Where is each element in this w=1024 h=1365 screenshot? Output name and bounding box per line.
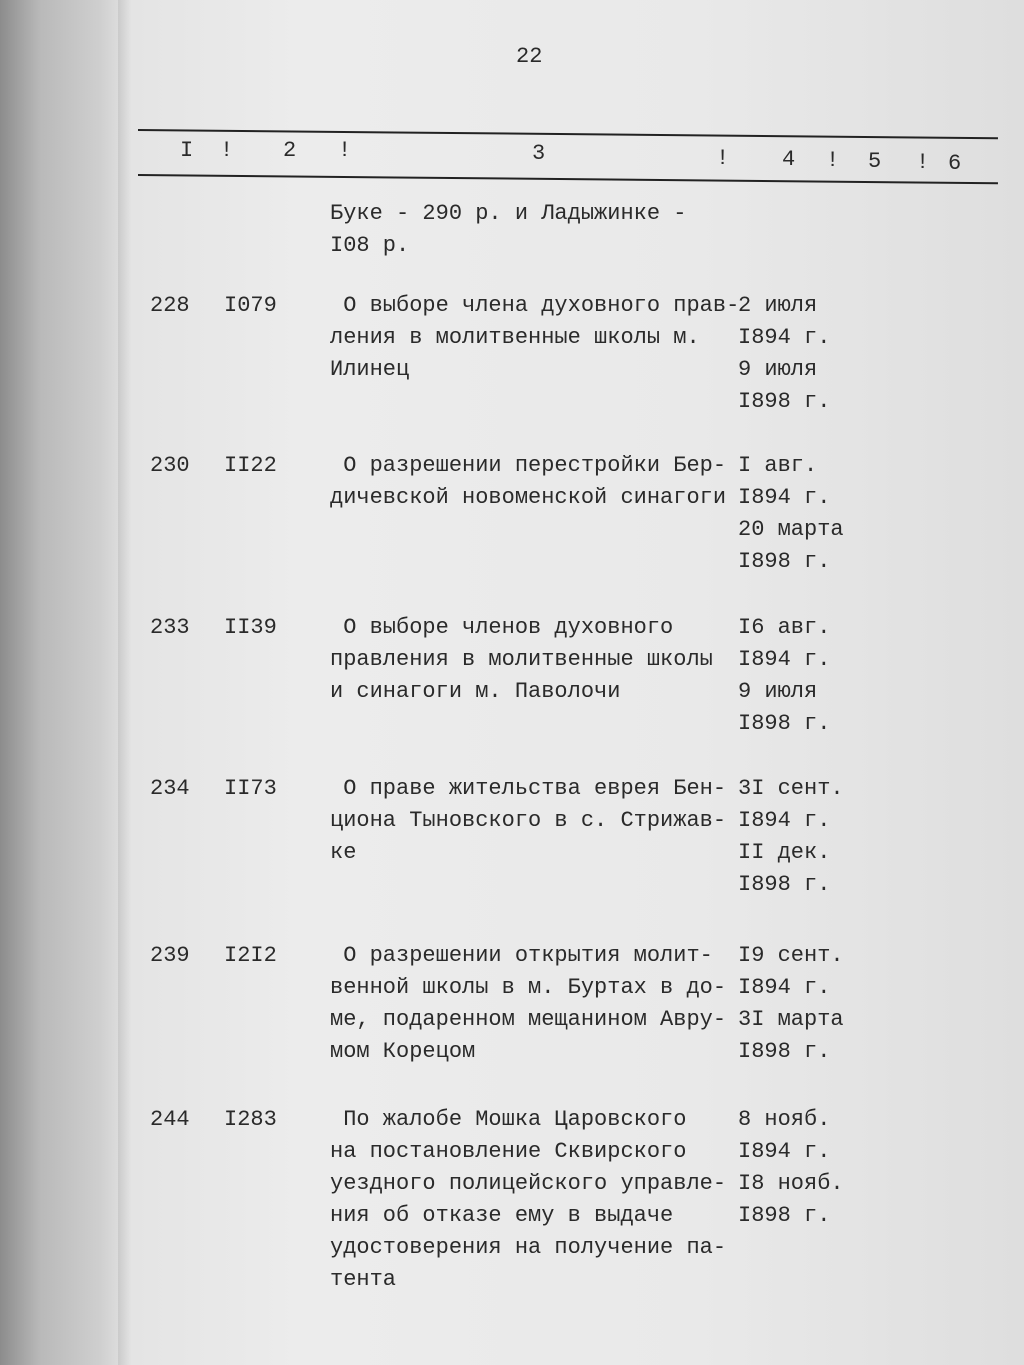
description-line: ке	[330, 840, 357, 865]
date-line: I894 г.	[738, 1139, 831, 1164]
header-sep: !	[220, 138, 234, 163]
date-line: 3I марта	[738, 1007, 844, 1032]
record-dates	[738, 940, 844, 1068]
record-number: 234	[150, 776, 190, 801]
record-description	[330, 198, 730, 262]
date-line: I авг.	[738, 453, 818, 478]
record-number: 230	[150, 453, 190, 478]
description-line: О выборе члена духовного прав-	[330, 293, 740, 318]
record-description	[330, 290, 740, 386]
description-line: удостоверения на получение па-	[330, 1235, 727, 1260]
description-line: мом Корецом	[330, 1039, 476, 1064]
record-description	[330, 1104, 730, 1296]
description-line: уездного полицейского управле-	[330, 1171, 727, 1196]
record-dates	[738, 773, 844, 901]
date-line: 3I сент.	[738, 776, 844, 801]
header-col-5: 5	[868, 149, 882, 174]
date-line: I898 г.	[738, 1039, 831, 1064]
record-description	[330, 612, 730, 708]
description-line: I08 р.	[330, 233, 410, 258]
header-col-6: 6	[948, 151, 962, 176]
record-dates	[738, 612, 830, 740]
record-number: 228	[150, 293, 190, 318]
date-line: I8 нояб.	[738, 1171, 844, 1196]
date-line: I894 г.	[738, 485, 831, 510]
date-line: I898 г.	[738, 711, 831, 736]
record-number: 233	[150, 615, 190, 640]
file-code: I2I2	[224, 943, 277, 968]
description-line: дичевской новоменской синагоги	[330, 485, 727, 510]
record-number: 239	[150, 943, 190, 968]
header-col-2: 2	[283, 138, 297, 163]
description-line: О разрешении открытия молит-	[330, 943, 713, 968]
header-bottom-rule	[138, 174, 998, 184]
header-top-rule	[138, 129, 998, 139]
record-dates	[738, 290, 830, 418]
date-line: I894 г.	[738, 975, 831, 1000]
header-col-4: 4	[782, 147, 796, 172]
description-line: Буке - 290 р. и Ладыжинке -	[330, 201, 687, 226]
record-number: 244	[150, 1107, 190, 1132]
description-line: ния об отказе ему в выдаче	[330, 1203, 674, 1228]
date-line: I9 сент.	[738, 943, 844, 968]
date-line: 8 нояб.	[738, 1107, 831, 1132]
description-line: и синагоги м. Паволочи	[330, 679, 621, 704]
description-line: ления в молитвенные школы м.	[330, 325, 700, 350]
record-description	[330, 773, 730, 869]
file-code: I283	[224, 1107, 277, 1132]
description-line: О выборе членов духовного	[330, 615, 674, 640]
page-edge-shadow	[118, 0, 132, 1365]
header-col-1: I	[180, 138, 194, 163]
description-line: О праве жительства еврея Бен-	[330, 776, 727, 801]
date-line: 9 июля	[738, 357, 818, 382]
header-sep: !	[916, 150, 930, 175]
file-code: II39	[224, 615, 277, 640]
date-line: I898 г.	[738, 1203, 831, 1228]
header-col-3: 3	[532, 141, 546, 166]
date-line: I894 г.	[738, 808, 831, 833]
date-line: I894 г.	[738, 647, 831, 672]
file-code: II73	[224, 776, 277, 801]
date-line: I898 г.	[738, 389, 831, 414]
date-line: I898 г.	[738, 549, 831, 574]
date-line: 2 июля	[738, 293, 818, 318]
file-code: II22	[224, 453, 277, 478]
record-description	[330, 450, 730, 514]
file-code: I079	[224, 293, 277, 318]
description-line: циона Тыновского в с. Стрижав-	[330, 808, 727, 833]
description-line: тента	[330, 1267, 397, 1292]
description-line: Илинец	[330, 357, 410, 382]
record-dates	[738, 1104, 844, 1232]
date-line: 20 марта	[738, 517, 844, 542]
date-line: II дек.	[738, 840, 831, 865]
page-number: 22	[516, 44, 543, 69]
date-line: I894 г.	[738, 325, 831, 350]
description-line: О разрешении перестройки Бер-	[330, 453, 727, 478]
header-sep: !	[716, 146, 730, 171]
record-description	[330, 940, 730, 1068]
description-line: на постановление Сквирского	[330, 1139, 687, 1164]
description-line: По жалобе Мошка Царовского	[330, 1107, 687, 1132]
record-dates	[738, 450, 844, 578]
date-line: I898 г.	[738, 872, 831, 897]
description-line: ме, подаренном мещанином Авру-	[330, 1007, 727, 1032]
date-line: I6 авг.	[738, 615, 831, 640]
description-line: венной школы в м. Буртах в до-	[330, 975, 727, 1000]
description-line: правления в молитвенные школы	[330, 647, 713, 672]
header-sep: !	[338, 138, 352, 163]
date-line: 9 июля	[738, 679, 818, 704]
header-sep: !	[826, 148, 840, 173]
